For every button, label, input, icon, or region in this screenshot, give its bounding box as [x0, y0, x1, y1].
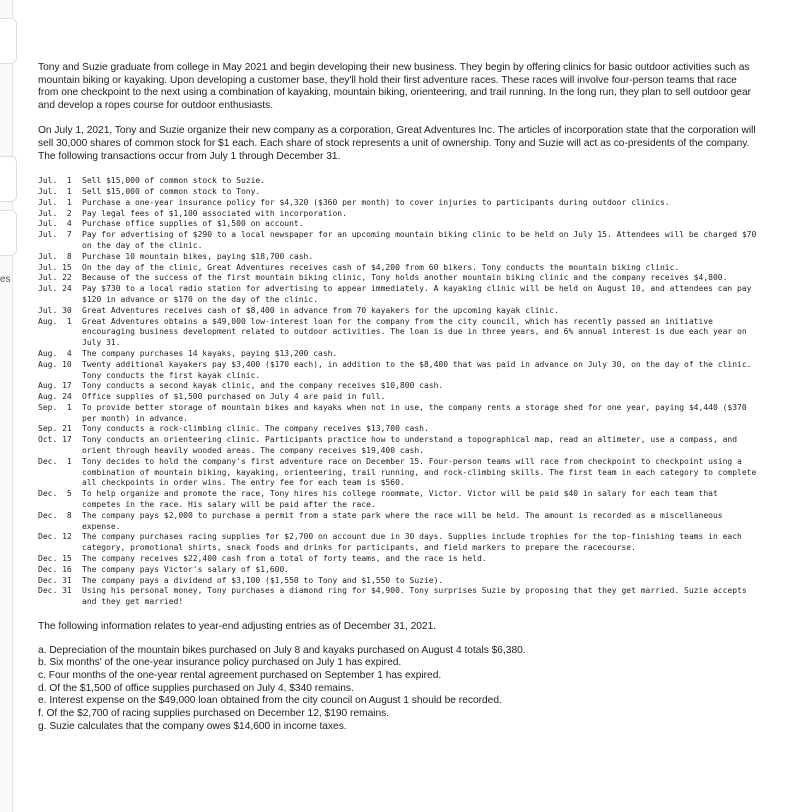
adjusting-entry-item: e. Interest expense on the $49,000 loan obtained from the city council on August 1 should be recorded.: [38, 695, 502, 707]
adjusting-entry-item: c. Four months of the one-year rental agreement purchased on September 1 has expired.: [38, 670, 442, 682]
transaction-row: [38, 511, 760, 533]
setup-paragraph: On July 1, 2021, Tony and Suzie organize their new company as a corporation, Great Adventures Inc. The articles of incorporation state that the corporation will sell 30,000 shares of common stock for $1 each. Each share of stock represents a unit of ownership. Tony and Suzie will act as co-presidents of the company. The following transactions occur from July 1 through December 31.: [38, 125, 756, 162]
transaction-text: Purchase office supplies of $1,500 on account.: [82, 219, 304, 229]
transaction-text: Purchase a one-year insurance policy for $4,320 ($360 per month) to cover injuries to participants during outdoor clinics.: [82, 197, 670, 207]
transaction-date: Jul. 1: [38, 197, 72, 207]
transaction-text: Tony conducts a rock-climbing clinic. The company receives $13,700 cash.: [82, 424, 429, 434]
transaction-text: The company pays Victor's salary of $1,600.: [82, 564, 290, 574]
transaction-text: Using his personal money, Tony purchases a diamond ring for $4,900. Tony surprises Suzie by proposing that they get married. Suzie accepts and they get married!: [82, 586, 747, 607]
adjusting-entry-item: b. Six months' of the one-year insurance policy purchased on July 1 has expired.: [38, 657, 402, 669]
transaction-text: Sell $15,000 of common stock to Tony.: [82, 186, 261, 196]
transaction-date: Sep. 1: [38, 402, 72, 412]
transaction-date: Dec. 8: [38, 510, 72, 520]
transaction-text: To provide better storage of mountain bikes and kayaks when not in use, the company rents a storage shed for one year, paying $4,440 ($370 per month) in advance.: [82, 402, 747, 423]
transaction-row: [38, 403, 760, 425]
transaction-text: The company purchases 14 kayaks, paying $13,200 cash.: [82, 348, 338, 358]
transaction-row: [38, 306, 760, 317]
transaction-date: Aug. 1: [38, 316, 72, 326]
adjusting-entry-item: d. Of the $1,500 of office supplies purchased on July 4, $340 remains.: [38, 682, 354, 694]
transaction-row: [38, 230, 760, 252]
adjusting-entry-item: a. Depreciation of the mountain bikes purchased on July 8 and kayaks purchased on August 4 totals $6,380.: [38, 644, 526, 656]
transaction-text: Purchase 10 mountain bikes, paying $18,700 cash.: [82, 251, 314, 261]
transaction-text: Sell $15,000 of common stock to Suzie.: [82, 176, 266, 186]
transaction-row: [38, 349, 760, 360]
transaction-date: Sep. 21: [38, 424, 72, 434]
transaction-row: [38, 392, 760, 403]
transaction-text: To help organize and promote the race, Tony hires his college roommate, Victor. Victor will be paid $40 in salary for each team that competes in the race. His salary will be paid after the race.: [82, 489, 718, 510]
transaction-text: Pay for advertising of $290 to a local newspaper for an upcoming mountain biking clinic to be held on July 15. Attendees will be charged $70 on the day of the clinic.: [82, 230, 757, 250]
transaction-date: Dec. 31: [38, 575, 72, 585]
sidebar-card-lower[interactable]: [0, 210, 17, 256]
adjusting-entry-item: g. Suzie calculates that the company owes $14,600 in income taxes.: [38, 720, 347, 732]
transaction-date: Jul. 2: [38, 208, 72, 218]
transaction-row: [38, 209, 760, 220]
transaction-date: Oct. 17: [38, 435, 72, 445]
transaction-date: Dec. 31: [38, 586, 72, 596]
transaction-date: Jul. 4: [38, 219, 72, 229]
adjusting-intro: The following information relates to year-end adjusting entries as of December 31, 2021.: [38, 621, 437, 633]
transaction-date: Dec. 15: [38, 554, 72, 564]
transaction-row: [38, 317, 760, 349]
transaction-date: Jul. 1: [38, 176, 72, 186]
transaction-row: [38, 435, 760, 457]
transaction-row: [38, 219, 760, 230]
transaction-date: Jul. 15: [38, 262, 72, 272]
transaction-date: Jul. 22: [38, 273, 72, 283]
transaction-text: On the day of the clinic, Great Adventures receives cash of $4,200 from 60 bikers. Tony conducts the mountain biking clinic.: [82, 262, 680, 272]
transaction-date: Dec. 1: [38, 456, 72, 466]
transaction-text: Because of the success of the first mountain biking clinic, Tony holds another mountain biking clinic and the company receives $4,800.: [82, 273, 728, 283]
transaction-text: Great Adventures obtains a $49,000 low-interest loan for the company from the city council, which has recently passed an initiative encouraging business development related to outdoor activities. The loan is due in three years, and 6% annual interest is due each year on July 31.: [82, 316, 747, 348]
transaction-list: [38, 176, 760, 608]
transaction-row: [38, 565, 760, 576]
sidebar-truncated-label: es: [0, 274, 11, 285]
transaction-date: Aug. 4: [38, 348, 72, 358]
transaction-row: [38, 532, 760, 554]
transaction-row: [38, 360, 760, 382]
transaction-text: Tony decides to hold the company's first adventure race on December 15. Four-person teams will race from checkpoint to checkpoint using a combination of mountain biking, kayaking, orienteering, trail running, and rock-climbing skills. The first team in each category to complete all checkpoints in order wins. The entry fee for each team is $560.: [82, 456, 757, 488]
transaction-row: [38, 586, 760, 608]
transaction-date: Aug. 10: [38, 359, 72, 369]
transaction-text: The company pays a dividend of $3,100 ($1,550 to Tony and $1,550 to Suzie).: [82, 575, 444, 585]
transaction-row: [38, 576, 760, 587]
adjusting-entry-item: f. Of the $2,700 of racing supplies purchased on December 12, $190 remains.: [38, 708, 390, 720]
transaction-date: Dec. 16: [38, 564, 72, 574]
transaction-row: [38, 381, 760, 392]
transaction-date: Jul. 8: [38, 251, 72, 261]
transaction-text: The company receives $22,400 cash from a total of forty teams, and the race is held.: [82, 554, 487, 564]
transaction-text: The company purchases racing supplies for $2,700 on account due in 30 days. Supplies include trophies for the top-finishing teams in each category, promotional shirts, snack foods and drinks for participants, and field markers to prepare the racecourse.: [82, 532, 742, 553]
transaction-row: [38, 176, 760, 187]
transaction-text: Great Adventures receives cash of $8,400 in advance from 70 kayakers for the upcoming kayak clinic.: [82, 305, 559, 315]
transaction-row: [38, 273, 760, 284]
sidebar-card-top[interactable]: [0, 18, 17, 64]
transaction-date: Aug. 24: [38, 392, 72, 402]
left-sidebar-edge: [0, 0, 13, 812]
transaction-row: [38, 554, 760, 565]
transaction-text: Pay $730 to a local radio station for advertising to appear immediately. A kayaking clinic will be held on August 10, and attendees can pay $120 in advance or $170 on the day of the clinic.: [82, 284, 752, 304]
transaction-row: [38, 457, 760, 489]
transaction-date: Dec. 5: [38, 489, 72, 499]
problem-content: [38, 62, 760, 734]
transaction-row: [38, 489, 760, 511]
adjusting-entries-list: [38, 645, 760, 734]
transaction-row: [38, 252, 760, 263]
transaction-date: Jul. 7: [38, 230, 72, 240]
transaction-text: Office supplies of $1,500 purchased on July 4 are paid in full.: [82, 392, 386, 402]
transaction-date: Jul. 1: [38, 186, 72, 196]
transaction-date: Jul. 24: [38, 284, 72, 294]
transaction-text: The company pays $2,000 to purchase a permit from a state park where the race will be held. The amount is recorded as a miscellaneous expense.: [82, 510, 723, 531]
transaction-text: Pay legal fees of $1,100 associated with incorporation.: [82, 208, 347, 218]
sidebar-card-middle[interactable]: [0, 156, 17, 202]
transaction-row: [38, 424, 760, 435]
transaction-text: Tony conducts an orienteering clinic. Participants practice how to understand a topographical map, read an altimeter, use a compass, and orient through heavily wooded areas. The company receives $19,400 cash.: [82, 435, 738, 456]
transaction-row: [38, 284, 760, 306]
transaction-date: Aug. 17: [38, 381, 72, 391]
transaction-row: [38, 263, 760, 274]
transaction-row: [38, 198, 760, 209]
transaction-text: Tony conducts a second kayak clinic, and the company receives $10,800 cash.: [82, 381, 444, 391]
intro-paragraph: Tony and Suzie graduate from college in May 2021 and begin developing their new business. They begin by offering clinics for basic outdoor activities such as mountain biking or kayaking. Upon developing a customer base, they'll hold their first adventure races. These races will involve four-person teams that race from one checkpoint to the next using a combination of kayaking, mountain biking, orienteering, and trail running. In the long run, they plan to sell outdoor gear and develop a ropes course for outdoor enthusiasts.: [38, 62, 752, 111]
transaction-date: Dec. 12: [38, 532, 72, 542]
transaction-row: [38, 187, 760, 198]
transaction-date: Jul. 30: [38, 305, 72, 315]
transaction-text: Twenty additional kayakers pay $3,400 ($170 each), in addition to the $8,400 that was paid in advance on July 30, on the day of the clinic. Tony conducts the first kayak clinic.: [82, 359, 752, 380]
